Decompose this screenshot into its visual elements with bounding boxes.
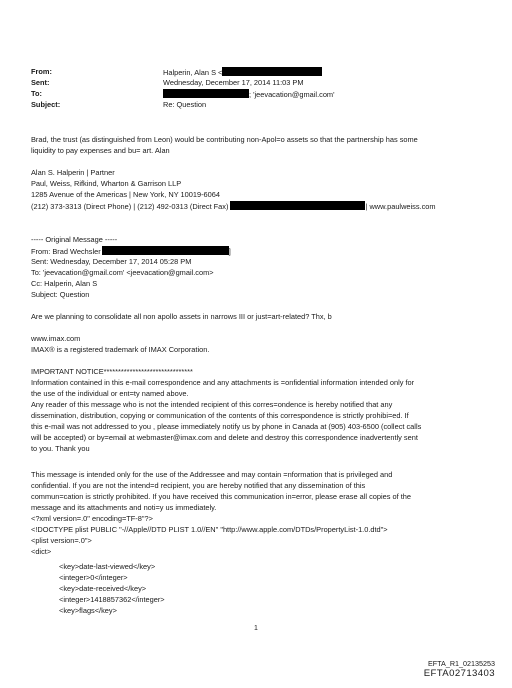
subject-value: Re: Question xyxy=(163,100,207,109)
sent-label: Sent: xyxy=(31,78,50,87)
signature-line: Paul, Weiss, Rifkind, Wharton & Garrison LLP xyxy=(31,179,182,188)
xml-inner-line: <integer>1418857362</integer> xyxy=(59,595,165,604)
confidential-line: commun=cation is strictly prohibited. If you have received this communication in=error, please erase all copies of the xyxy=(31,492,411,501)
original-question: Are we planning to consolidate all non apollo assets in narrows III or just=art-related? Thx, b xyxy=(31,312,332,321)
body-line: Brad, the trust (as distinguished from Leon) would be contributing non-Apol=o assets so that the partnership has some xyxy=(31,135,418,144)
xml-line: <plist version=.0"> xyxy=(31,536,92,545)
xml-line: <?xml version=.0" encoding=TF-8"?> xyxy=(31,514,153,523)
signature-line: Alan S. Halperin | Partner xyxy=(31,168,115,177)
notice-line: the use of the individual or ent=ty named above. xyxy=(31,389,189,398)
confidential-line: message and its attachments and noti=y us immediately. xyxy=(31,503,217,512)
notice-line: will be accepted) or by=email at webmaster@imax.com and delete and destroy this correspondence inadvertently sent xyxy=(31,433,418,442)
signature-phone-line xyxy=(31,201,436,213)
to-label: To: xyxy=(31,89,42,98)
original-cc: Cc: Halperin, Alan S xyxy=(31,279,98,288)
original-from-text: From: Brad Wechsler xyxy=(31,247,101,256)
redaction-bar xyxy=(163,89,249,98)
xml-inner-line: <key>flags</key> xyxy=(59,606,117,615)
xml-inner-line: <integer>0</integer> xyxy=(59,573,128,582)
body-line: liquidity to pay expenses and bu= art. Alan xyxy=(31,146,170,155)
to-value xyxy=(163,89,335,101)
confidential-line: This message is intended only for the use of the Addressee and may contain =nformation that is privileged and xyxy=(31,470,393,479)
imax-url: www.imax.com xyxy=(31,334,81,343)
confidential-line: confidential. If you are not the intend=d recipient, you are hereby notified that any dissemination of this xyxy=(31,481,366,490)
original-to: To: 'jeevacation@gmail.com' <jeevacation@gmail.com> xyxy=(31,268,214,277)
from-value xyxy=(163,67,322,79)
signature-website: | www.paulweiss.com xyxy=(365,202,436,211)
to-value-text: ; 'jeevacation@gmail.com' xyxy=(249,90,335,99)
original-from-end: ] xyxy=(228,247,231,256)
notice-line: Information contained in this e-mail correspondence and any attachments is =onfidential information intended only for xyxy=(31,378,415,387)
imax-trademark: IMAX® is a registered trademark of IMAX Corporation. xyxy=(31,345,210,354)
xml-inner-line: <key>date-received</key> xyxy=(59,584,147,593)
footer-bates-number: EFTA02713403 xyxy=(423,668,495,679)
xml-line: <!DOCTYPE plist PUBLIC "-//Apple//DTD PLIST 1.0//EN" "http://www.apple.com/DTDs/PropertyList-1.0.dtd"> xyxy=(31,525,388,534)
notice-line: dissemination, distribution, copying or communication of the contents of this correspondence is strictly prohibi=ed. If xyxy=(31,411,409,420)
notice-heading: IMPORTANT NOTICE******************************* xyxy=(31,367,193,376)
original-subject: Subject: Question xyxy=(31,290,90,299)
original-sent: Sent: Wednesday, December 17, 2014 05:28 PM xyxy=(31,257,192,266)
original-from xyxy=(31,246,231,258)
redaction-bar xyxy=(222,67,322,76)
notice-line: to you. Thank you xyxy=(31,444,90,453)
redaction-bar xyxy=(102,246,229,255)
signature-phones: (212) 373-3313 (Direct Phone) | (212) 492-0313 (Direct Fax) xyxy=(31,202,229,211)
page-number: 1 xyxy=(254,625,258,632)
redaction-bar xyxy=(230,201,365,210)
footer-ref: EFTA_R1_02135253 xyxy=(428,659,495,668)
xml-inner-line: <key>date-last-viewed</key> xyxy=(59,562,156,571)
original-divider: ----- Original Message ----- xyxy=(31,235,118,244)
notice-line: this e-mail was not addressed to you , please immediately notify us by phone in Canada at (905) 403-6500 (collect calls xyxy=(31,422,422,431)
from-value-text: Halperin, Alan S < xyxy=(163,68,223,77)
signature-line: 1285 Avenue of the Americas | New York, NY 10019-6064 xyxy=(31,190,221,199)
notice-line: Any reader of this message who is not the intended recipient of this corres=ondence is hereby notified that any xyxy=(31,400,393,409)
subject-label: Subject: xyxy=(31,100,61,109)
xml-line: <dict> xyxy=(31,547,52,556)
sent-value: Wednesday, December 17, 2014 11:03 PM xyxy=(163,78,304,87)
from-label: From: xyxy=(31,67,52,76)
